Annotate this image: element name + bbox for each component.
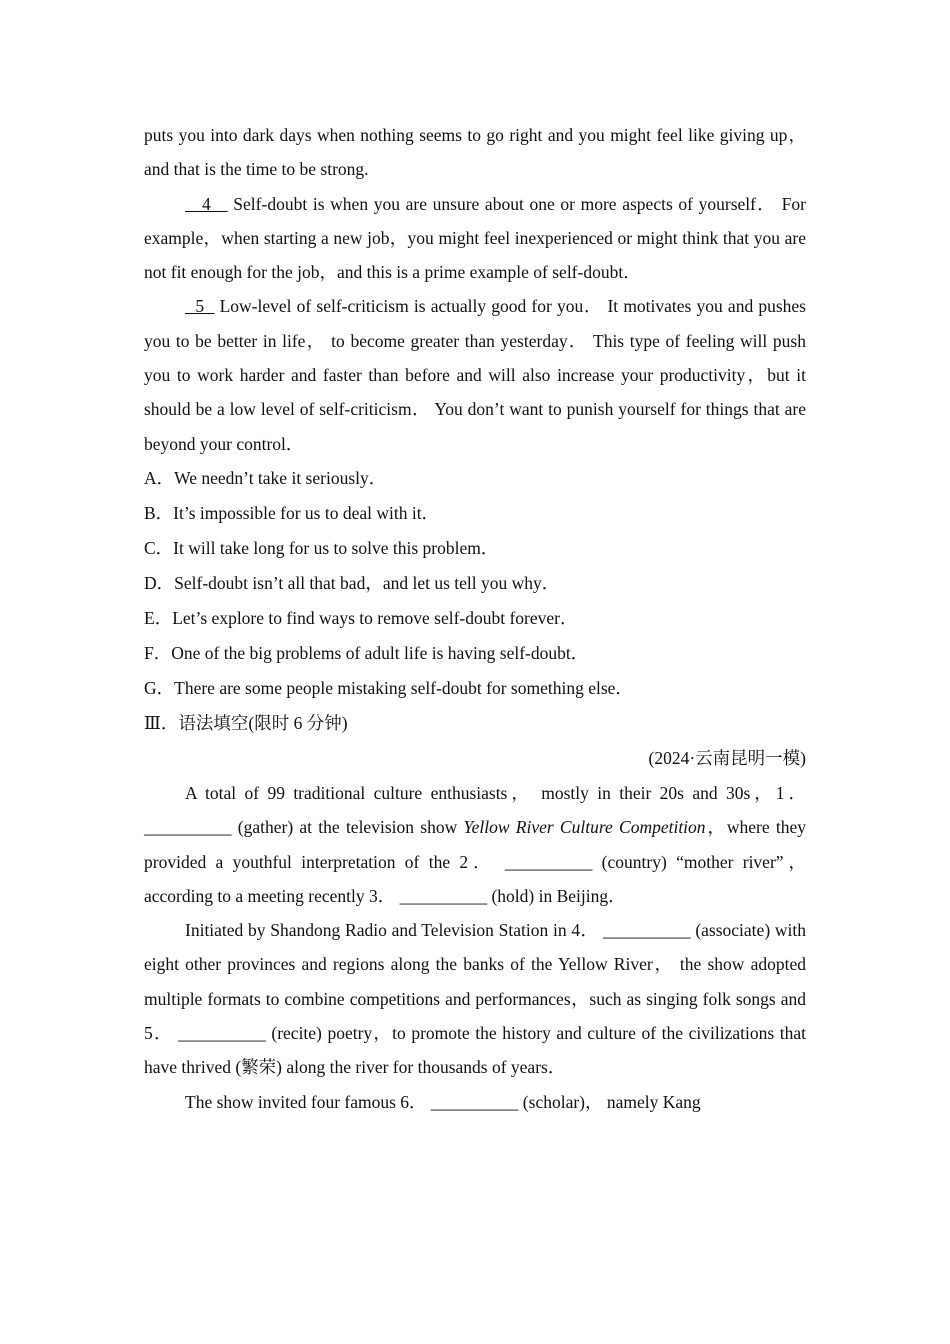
blank-4: 4 — [185, 193, 228, 214]
source-note: (2024·云南昆明一模) — [648, 747, 806, 768]
option-d: D．Self-doubt isn’t all that bad，and let us tell you why． — [144, 572, 560, 593]
blank-5: 5 — [185, 296, 215, 317]
option-b: B．It’s impossible for us to deal with it． — [144, 502, 440, 523]
option-c: C．It will take long for us to solve this problem． — [144, 537, 499, 558]
grammar-paragraph-1 — [144, 776, 806, 913]
section-heading: Ⅲ．语法填空(限时 6 分钟) — [144, 712, 348, 733]
option-a: A．We needn’t take it seriously． — [144, 467, 387, 488]
show-title: Yellow River Culture Competition — [463, 817, 706, 838]
grammar-paragraph-2: Initiated by Shandong Radio and Television Station in 4． __________ (associate) with eight other provinces and regions along the banks of the Yellow River， the show adopted multiple formats to combine competitions and performances，such as singing folk songs and 5． __________ (recite) poetry，to promote the history and culture of the civilizations that have thrived (繁荣) along the river for thousands of years． — [144, 920, 806, 1078]
paragraph-blank-4 — [144, 187, 806, 290]
paragraph-4-text: Self-doubt is when you are unsure about one or more aspects of yourself． For example，when starting a new job，you might feel inexperienced or might think that you are not fit enough for the job，and this is a prime example of self-doubt． — [144, 193, 806, 283]
grammar-p1-part-a: A total of 99 traditional culture enthusiasts， mostly in their 20s and 30s，1． __________ (gather) at the television show — [144, 782, 806, 838]
paragraph-blank-5 — [144, 289, 806, 460]
grammar-p1-part-b: ，where they provided a youthful interpretation of the 2． __________ (country) “mother river”，according to a meeting recently 3． __________ (hold) in Beijing． — [144, 817, 806, 906]
document-page — [144, 118, 806, 1119]
option-f: F．One of the big problems of adult life is having self-doubt． — [144, 642, 589, 663]
option-g: G．There are some people mistaking self-doubt for something else． — [144, 677, 633, 698]
option-e: E．Let’s explore to find ways to remove self-doubt forever． — [144, 607, 578, 628]
paragraph-5-text: Low-level of self-criticism is actually good for you． It motivates you and pushes you to be better in life， to become greater than yesterday． This type of feeling will push you to work harder and faster than before and will also increase your productivity，but it should be a low level of self-criticism． You don’t want to punish yourself for things that are beyond your control． — [144, 296, 806, 454]
grammar-paragraph-3: The show invited four famous 6． __________ (scholar)， namely Kang — [185, 1091, 701, 1112]
paragraph-continued: puts you into dark days when nothing seems to go right and you might feel like giving up，and that is the time to be strong. — [144, 125, 806, 180]
